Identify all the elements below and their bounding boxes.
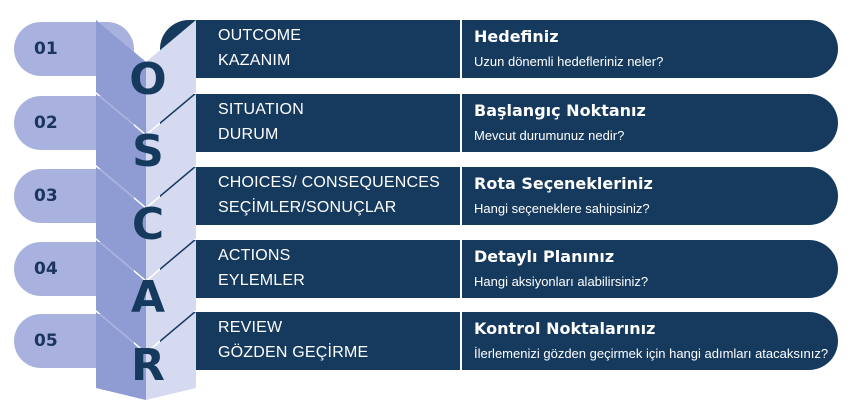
acronym-letter-o: O [129, 54, 167, 105]
acronym-letter-r: R [131, 340, 165, 391]
stage-heading: Başlangıç Noktanız [474, 101, 646, 120]
acronym-letter-a: A [130, 272, 166, 323]
stage-turkish: KAZANIM [218, 52, 291, 69]
stage-english: REVIEW [218, 319, 283, 336]
row-number: 02 [34, 113, 58, 133]
row-number: 03 [34, 186, 58, 206]
row-number: 01 [34, 39, 58, 59]
stage-heading: Rota Seçenekleriniz [474, 174, 653, 193]
stage-turkish: SEÇİMLER/SONUÇLAR [218, 199, 397, 216]
stage-question: Uzun dönemli hedefleriniz neler? [474, 54, 664, 69]
stage-english: ACTIONS [218, 247, 291, 264]
stage-question: İlerlemenizi gözden geçirmek için hangi adımları atacaksınız? [474, 346, 829, 361]
stage-english: OUTCOME [218, 27, 302, 44]
stage-heading: Hedefiniz [474, 27, 559, 46]
stage-question: Mevcut durumunuz nedir? [474, 128, 625, 143]
row-number: 04 [34, 259, 58, 279]
acronym-letter-c: C [131, 199, 165, 250]
stage-turkish: DURUM [218, 126, 279, 143]
acronym-letter-s: S [132, 126, 164, 177]
stage-english: SITUATION [218, 101, 304, 118]
row-number: 05 [34, 331, 58, 351]
stage-turkish: GÖZDEN GEÇİRME [218, 344, 369, 361]
stage-turkish: EYLEMLER [218, 272, 305, 289]
stage-heading: Kontrol Noktalarınız [474, 319, 656, 338]
stage-heading: Detaylı Planınız [474, 247, 615, 266]
stage-question: Hangi seçeneklere sahipsiniz? [474, 201, 650, 216]
stage-question: Hangi aksiyonları alabilirsiniz? [474, 274, 649, 289]
stage-english: CHOICES/ CONSEQUENCES [218, 174, 441, 191]
